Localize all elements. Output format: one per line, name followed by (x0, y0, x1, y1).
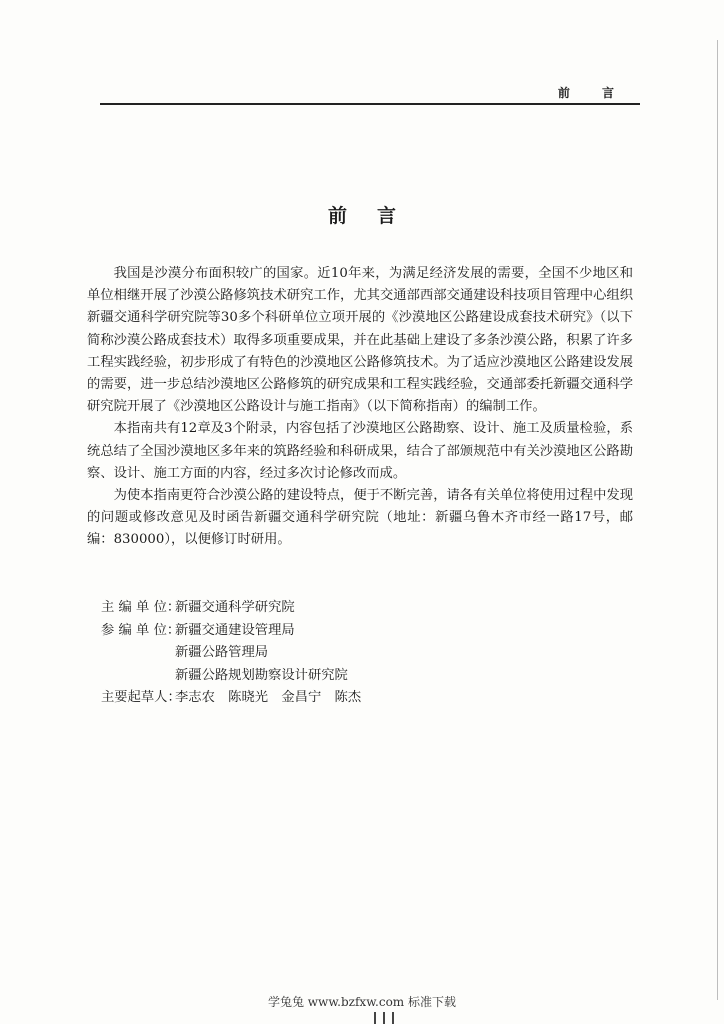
participant-row (101, 642, 621, 665)
paragraph-2: 本指南共有12章及3个附录，内容包括了沙漠地区公路勘察、设计、施工及质量检验，系统总结了全国沙漠地区多年来的筑路经验和科研成果，结合了部颁规范中有关沙漠地区公路勘察、设计、施工方面的内容，经过多次讨论修改而成。 (87, 421, 633, 481)
participant-value-3: 新疆公路规划勘察设计研究院 (175, 667, 348, 683)
footer-marks (370, 1012, 400, 1024)
chief-editor-value: 新疆交通科学研究院 (175, 600, 295, 615)
preface-body (87, 263, 633, 552)
paragraph-3: 为使本指南更符合沙漠公路的建设特点，便于不断完善，请各有关单位将使用过程中发现的问题或修改意见及时函告新疆交通科学研究院（地址：新疆乌鲁木齐市经一路17号，邮编：830000），以便修订时研用。 (87, 488, 633, 548)
chief-editor-label: 主 编 单 位： (101, 600, 181, 615)
participant-label: 参 编 单 位： (101, 622, 181, 638)
page-title: 前言 (327, 205, 426, 227)
page-edge-line (717, 40, 718, 1000)
chief-editor-row (101, 597, 621, 620)
footer-mark (374, 1012, 376, 1024)
footer-watermark: 学兔兔 www.bzfxw.com 标准下载 (267, 995, 457, 1009)
drafters-row (101, 687, 621, 710)
drafters-value: 李志农 陈晓光 金昌宁 陈杰 (175, 690, 362, 705)
paragraph-1: 我国是沙漠分布面积较广的国家。近10年来，为满足经济发展的需要，全国不少地区和单位相继开展了沙漠公路修筑技术研究工作，尤其交通部西部交通建设科技项目管理中心组织新疆交通科学研究院等30多个科研单位立项开展的《沙漠地区公路建设成套技术研究》（以下简称沙漠公路成套技术）取得多项重要成果，并在此基础上建设了多条沙漠公路，积累了许多工程实践经验，初步形成了有特色的沙漠地区公路修筑技术。为了适应沙漠地区公路建设发展的需要，进一步总结沙漠地区公路修筑的研究成果和工程实践经验，交通部委托新疆交通科学研究院开展了《沙漠地区公路设计与施工指南》（以下简称指南）的编制工作。 (87, 266, 633, 415)
running-header (100, 84, 640, 106)
participant-value-1: 新疆交通建设管理局 (175, 622, 295, 638)
participant-row (101, 620, 621, 643)
credits-block (101, 597, 621, 710)
footer-mark (383, 1012, 385, 1024)
drafters-label: 主要起草人： (101, 690, 181, 705)
participant-value-2: 新疆公路管理局 (175, 645, 269, 660)
header-rule (100, 103, 640, 105)
participant-row (101, 665, 621, 688)
footer-mark (392, 1012, 394, 1024)
running-title: 前 言 (557, 86, 628, 100)
